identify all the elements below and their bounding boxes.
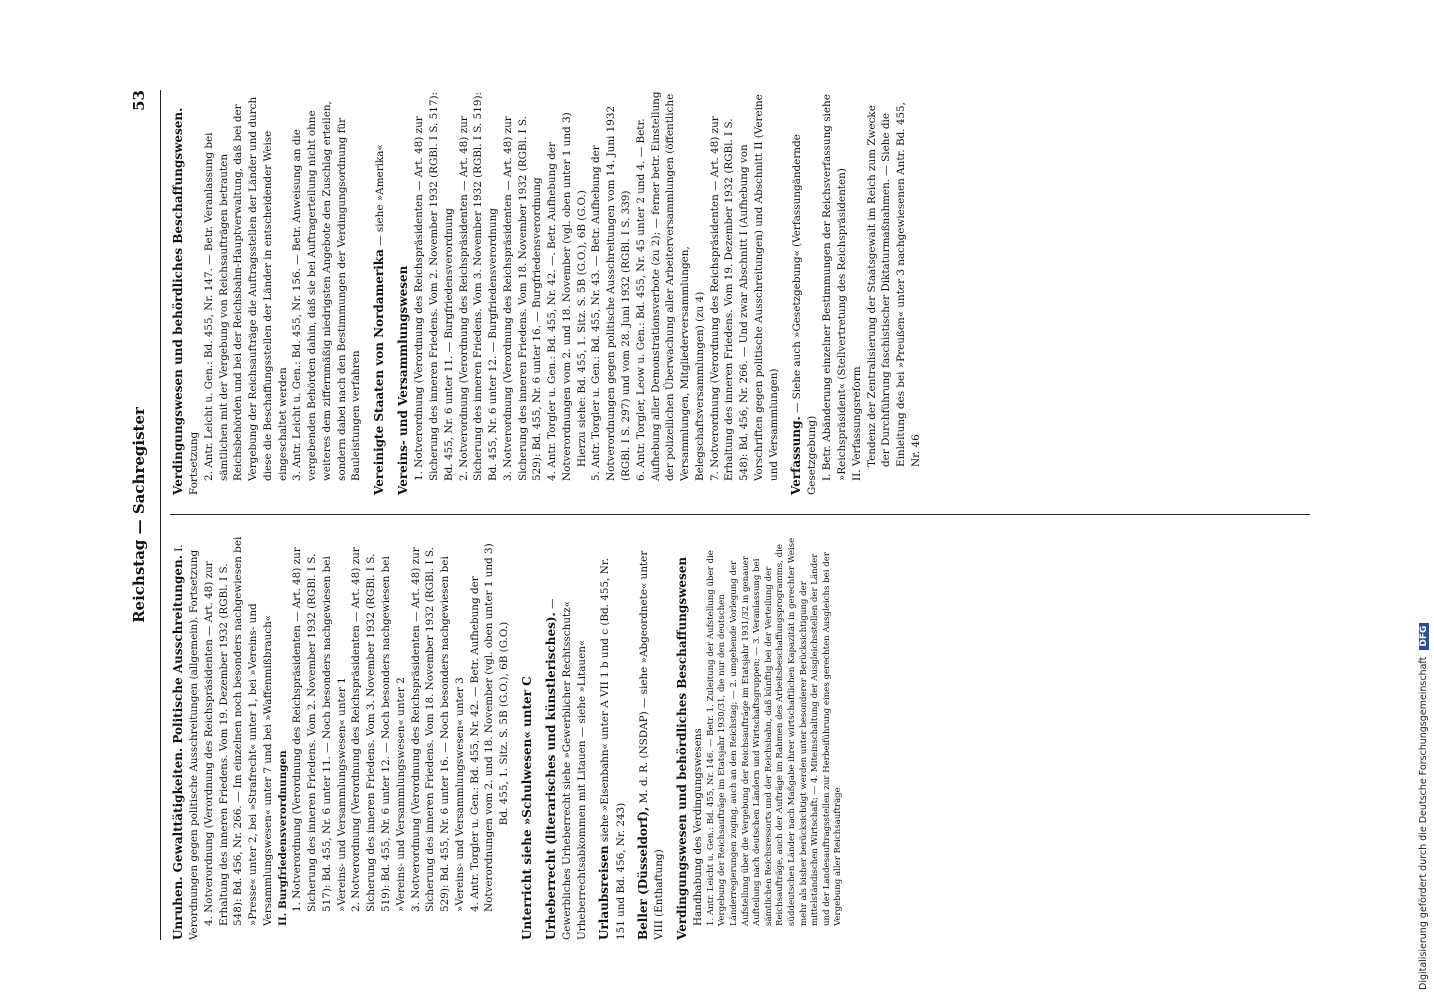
entry-subheading: Fortsetzung [188, 431, 201, 495]
entry-heading: Beller (Düsseldorf), [636, 806, 651, 940]
entry-item: 4. Antr. Torgler u. Gen.: Bd. 455, Nr. 42. — Betr. Aufhebung der Notverordnungen vom 2. und 18. November (vgl. oben unter 1 und 3) [468, 543, 496, 912]
rotated-page [130, 90, 1315, 940]
entry-item: 1. Notverordnung (Verordnung des Reichspräsidenten — Art. 48) zur Sicherung des inneren Friedens. Vom 2. November 1932 (RGBl. I S. 517): Bd. 455, Nr. 6 unter 11. — Burgfriedensverordnung [413, 92, 455, 481]
entry-item: 3. Antr. Leicht u. Gen.: Bd. 455, Nr. 156. — Betr. Anweisung an die vergebenden Behörden dahin, daß sie bei Auftragerteilung nicht ohne weiteres dem ziffernmäßig niedrigsten Angebote den Zuschlag erteilen, sondern dabei nach den Bestimmungen der Verdingungsordnung für Bauleistungen verfahren [291, 101, 363, 481]
entry-verfassung [788, 90, 923, 495]
entry-text: M. d. R. (NSDAP) — siehe »Abgeordnete« unter VIII (Enthaftung) [638, 550, 666, 940]
entry-item: 2. Notverordnung (Verordnung des Reichspräsidenten — Art. 48) zur Sicherung des inneren Friedens. Vom 3. November 1932 (RGBl. I S. 519): Bd. 455, Nr. 6 unter 12. — Noch besonders nachgewiesen bei »Vereins- und Versammlungswesen« unter 2 [350, 547, 407, 912]
entry-verdingungswesen [674, 535, 845, 940]
entry-section: II. Burgfriedensverordnungen [276, 750, 289, 926]
column-divider [170, 514, 1310, 515]
entry-vereinigte-staaten [371, 90, 388, 495]
entry-text: — Gewerbliches Urheberrecht siehe »Gewerblicher Rechtsschutz« Urheberrechtsabkommen mit Litauen — siehe »Litauen« [545, 598, 588, 940]
entry-verdingungswesen-cont [170, 90, 364, 495]
entry-item: 4. Notverordnung (Verordnung des Reichspräsidenten — Art. 48) zur Erhaltung des inneren Friedens. Vom 19. Dezember 1932 (RGBl. I S. 548): Bd. 456, Nr. 266. — Im einzelnen noch besonders nachgewiesen bei »Presse« unter 2, bei »Strafrecht« unter 1, bei »Vereins- und Versammlungswesen« unter 7 und bei »Waffenmißbrauch« [202, 536, 274, 926]
entry-heading: Urlaubsreisen [597, 845, 612, 940]
running-head-title: Reichstag — Sachregister [130, 407, 148, 623]
entry-text: — Siehe auch »Gesetzgebung« (Verfassungändernde Gesetzgebung) [791, 134, 819, 495]
entry-urlaubsreisen [596, 535, 628, 940]
running-head [130, 90, 156, 940]
dfg-logo: DFG [1419, 623, 1429, 650]
entry-unterricht [519, 535, 536, 940]
entry-item: 6. Antr. Torgler, Leow u. Gen.: Bd. 455, Nr. 45 unter 2 und 4. — Betr. Aufhebung aller Demonstrationsverbote (zu 2); — ferner betr. Einstellung der polizeilichen Überwachung aller Arbeiterversammlungen (öffentliche Versammlungen, Mitgliederversammlungen, Belegschaftsversammlungen) (zu 4) [634, 91, 706, 481]
entry-heading: Vereins- und Versammlungswesen [396, 265, 411, 495]
entry-heading: Urheberrecht (literarisches und künstlerisches). [543, 612, 558, 940]
entry-reference: Hierzu siehe: Bd. 455, 1. Sitz. S. 5B (G.O.), 6B (G.O.) [575, 190, 588, 467]
entry-urheberrecht [543, 535, 590, 940]
entry-heading: Verfassung. [789, 416, 804, 495]
entry-item: I. Betr. Abänderung einzelner Bestimmungen der Reichsverfassung siehe »Reichspräsident« (Stellvertretung des Reichspräsidenten) [821, 94, 848, 481]
entry-item: 1. Antr. Leicht u. Gen.: Bd. 455, Nr. 146. — Betr. 1. Zuleitung der Aufstellung über die Vergebung der Reichsaufträge im Etatsjahr 1930/31, die nur den deutschen Länderregierungen zuging, auch an den Reichstag; — 2. umgehende Vorlegung der Aufstellung über die Vergebung der Reichsaufträge im Etatsjahr 1931/32 in genauer Aufteilung nach deutschen Ländern und Wirtschaftsgruppen; — 3. Veranlassung bei sämtlichen Reichsressorts und der Reichsbahn, daß künftig bei der Verteilung der Reichsaufträge, auch der Aufträge im Rahmen des Arbeitsbeschaffungsprogramms, die süddeutschen Länder nach Maßgabe ihrer wirtschaftlichen Kapazität in gerechter Weise mehr als bisher berücksichtigt werden unter besonderer Berücksichtigung der mittelständischen Wirtschaft; — 4. Miteinschaltung der Ausgleichsstellen der Länder und der Landesauftragsstellen zur Herbeiführung eines gerechten Ausgleichs bei der Vergebung aller Reichsaufträge [705, 537, 844, 926]
entry-heading: Unterricht siehe »Schulwesen« unter C [519, 676, 534, 940]
entry-text: — siehe »Amerika« [374, 144, 387, 246]
entry-item: 3. Notverordnung (Verordnung des Reichspräsidenten — Art. 48) zur Sicherung des inneren Friedens. Vom 18. November 1932 (RGBl. I S. 529): Bd. 455, Nr. 6 unter 16. — Burgfriedensverordnung [501, 116, 544, 481]
funding-text: Digitalisierung gefördert durch die Deutsche Forschungsgemeinschaft [1418, 656, 1429, 990]
entry-item: 7. Notverordnung (Verordnung des Reichspräsidenten — Art. 48) zur Erhaltung des inneren Friedens. Vom 19. Dezember 1932 (RGBl. I S. 548): Bd. 456, Nr. 266. — Und zwar Abschnitt I (Aufhebung von Vorschriften gegen politische Ausschreitungen) und Abschnitt II (Vereine und Versammlungen) [708, 94, 780, 481]
left-column [170, 535, 852, 940]
entry-reference: Bd. 455, 1. Sitz. S. 5B (G.O.), 6B (G.O.) [498, 621, 511, 826]
entry-subheading: I. Verordnungen gegen politische Ausschreitungen (allgemein). Fortsetzung [173, 544, 201, 940]
entry-item: II. Verfassungsreform [850, 366, 863, 481]
entry-vereinswesen [395, 90, 781, 495]
entry-heading: Unruhen. Gewalttätigkeiten. Politische Ausschreitungen. [171, 555, 185, 940]
entry-heading: Verdingungswesen und behördliches Beschaffungswesen [675, 556, 690, 940]
entry-heading: Vereinigte Staaten von Nordamerika [372, 249, 387, 495]
entry-item: 3. Notverordnung (Verordnung des Reichspräsidenten — Art. 48) zur Sicherung des inneren Friedens. Vom 18. November 1932 (RGBl. I S. 529): Bd. 455, Nr. 6 unter 16. — Noch besonders nachgewiesen bei »Vereins- und Versammlungswesen« unter 3 [409, 547, 466, 912]
header-rule [160, 90, 161, 940]
entry-subheading: Handhabung des Verdingungswesens [692, 728, 705, 926]
entry-item: 2. Antr. Leicht u. Gen.: Bd. 455, Nr. 147. — Betr. Veranlassung bei sämtlichen mit der Vergebung von Reichsaufträgen betrauten Reichsbehörden und bei der Reichsbahn-Hauptverwaltung, daß bei der Vergebung der Reichsaufträge die Auftragsstellen der Länder und durch diese die Beschaffungsstellen der Länder in entscheidender Weise eingeschaltet werden [202, 96, 289, 481]
entry-item: Tendenz der Zentralisierung der Staatsgewalt im Reich zum Zwecke der Durchführung faschistischer Diktaturmaßnahmen. — Siehe die Einleitung des bei »Preußen« unter 3 nachgewiesenen Antr. Bd. 455, Nr. 46 [865, 102, 922, 467]
page-number: 53 [130, 90, 148, 111]
entry-unruhen [170, 535, 512, 940]
entry-item: 5. Antr. Torgler u. Gen.: Bd. 455, Nr. 43. — Betr. Aufhebung der Notverordnungen gegen politische Ausschreitungen vom 14. Juni 1932 (RGBl. I S. 297) und vom 28. Juni 1932 (RGBl. I S. 339) [590, 105, 632, 481]
entry-item: 4. Antr. Torgler u. Gen.: Bd. 455, Nr. 42. —. Betr. Aufhebung der Notverordnungen vom 2. und 18. November (vgl. oben unter 1 und 3) [546, 112, 573, 481]
entry-item: 2. Notverordnung (Verordnung des Reichspräsidenten — Art. 48) zur Sicherung des inneren Friedens. Vom 3. November 1932 (RGBl. I S. 519): Bd. 455, Nr. 6 unter 12. — Burgfriedensverordnung [457, 92, 500, 481]
funding-stamp [1418, 0, 1430, 990]
entry-text: siehe »Eisenbahn« unter A VII 1 b und c (Bd. 455, Nr. 151 und Bd. 456, Nr. 243) [599, 558, 627, 940]
entry-item: 1. Notverordnung (Verordnung des Reichspräsidenten — Art. 48) zur Sicherung des inneren Friedens. Vom 2. November 1932 (RGBl. I S. 517): Bd. 455, Nr. 6 unter 11. — Noch besonders nachgewiesen bei »Vereins- und Versammlungswesen« unter 1 [291, 547, 348, 912]
right-column [170, 90, 931, 495]
entry-heading: Verdingungswesen und behördliches Beschaffungswesen. [171, 107, 185, 495]
entry-beller [635, 535, 667, 940]
